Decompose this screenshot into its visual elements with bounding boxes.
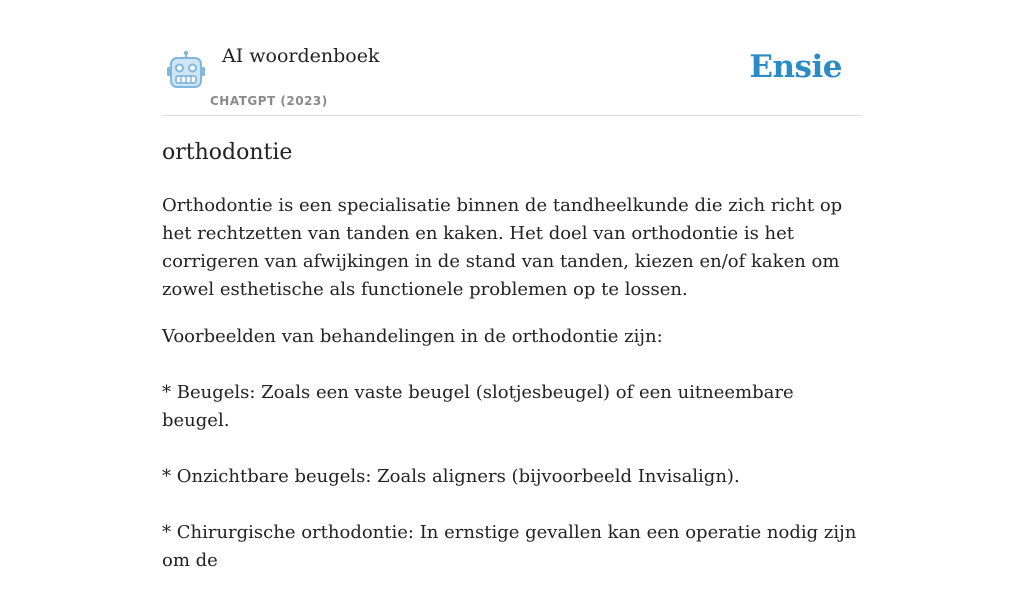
entry-body: [162, 192, 862, 603]
robot-icon: [166, 50, 206, 90]
source-name[interactable]: AI woordenboek: [222, 45, 380, 67]
example-item: * Onzichtbare beugels: Zoals aligners (bijvoorbeeld Invisalign).: [162, 466, 740, 487]
entry-term: orthodontie: [162, 140, 293, 165]
example-item: * Chirurgische orthodontie: In ernstige gevallen kan een operatie nodig zijn om de: [162, 522, 857, 571]
source-subtitle: CHATGPT (2023): [210, 94, 328, 108]
example-item: * Beugels: Zoals een vaste beugel (slotjesbeugel) of een uitneembare beugel.: [162, 382, 794, 431]
content-container: [162, 0, 862, 571]
examples-lead: Voorbeelden van behandelingen in de orthodontie zijn:: [162, 326, 663, 347]
header: [162, 0, 862, 116]
entry-definition: Orthodontie is een specialisatie binnen de tandheelkunde die zich richt op het rechtzetten van tanden en kaken. Het doel van orthodontie is het corrigeren van afwijkingen in de stand van tanden, kiezen en/of kaken om zowel esthetische als functionele problemen op te lossen.: [162, 195, 843, 300]
brand-logo[interactable]: Ensie: [749, 49, 842, 85]
